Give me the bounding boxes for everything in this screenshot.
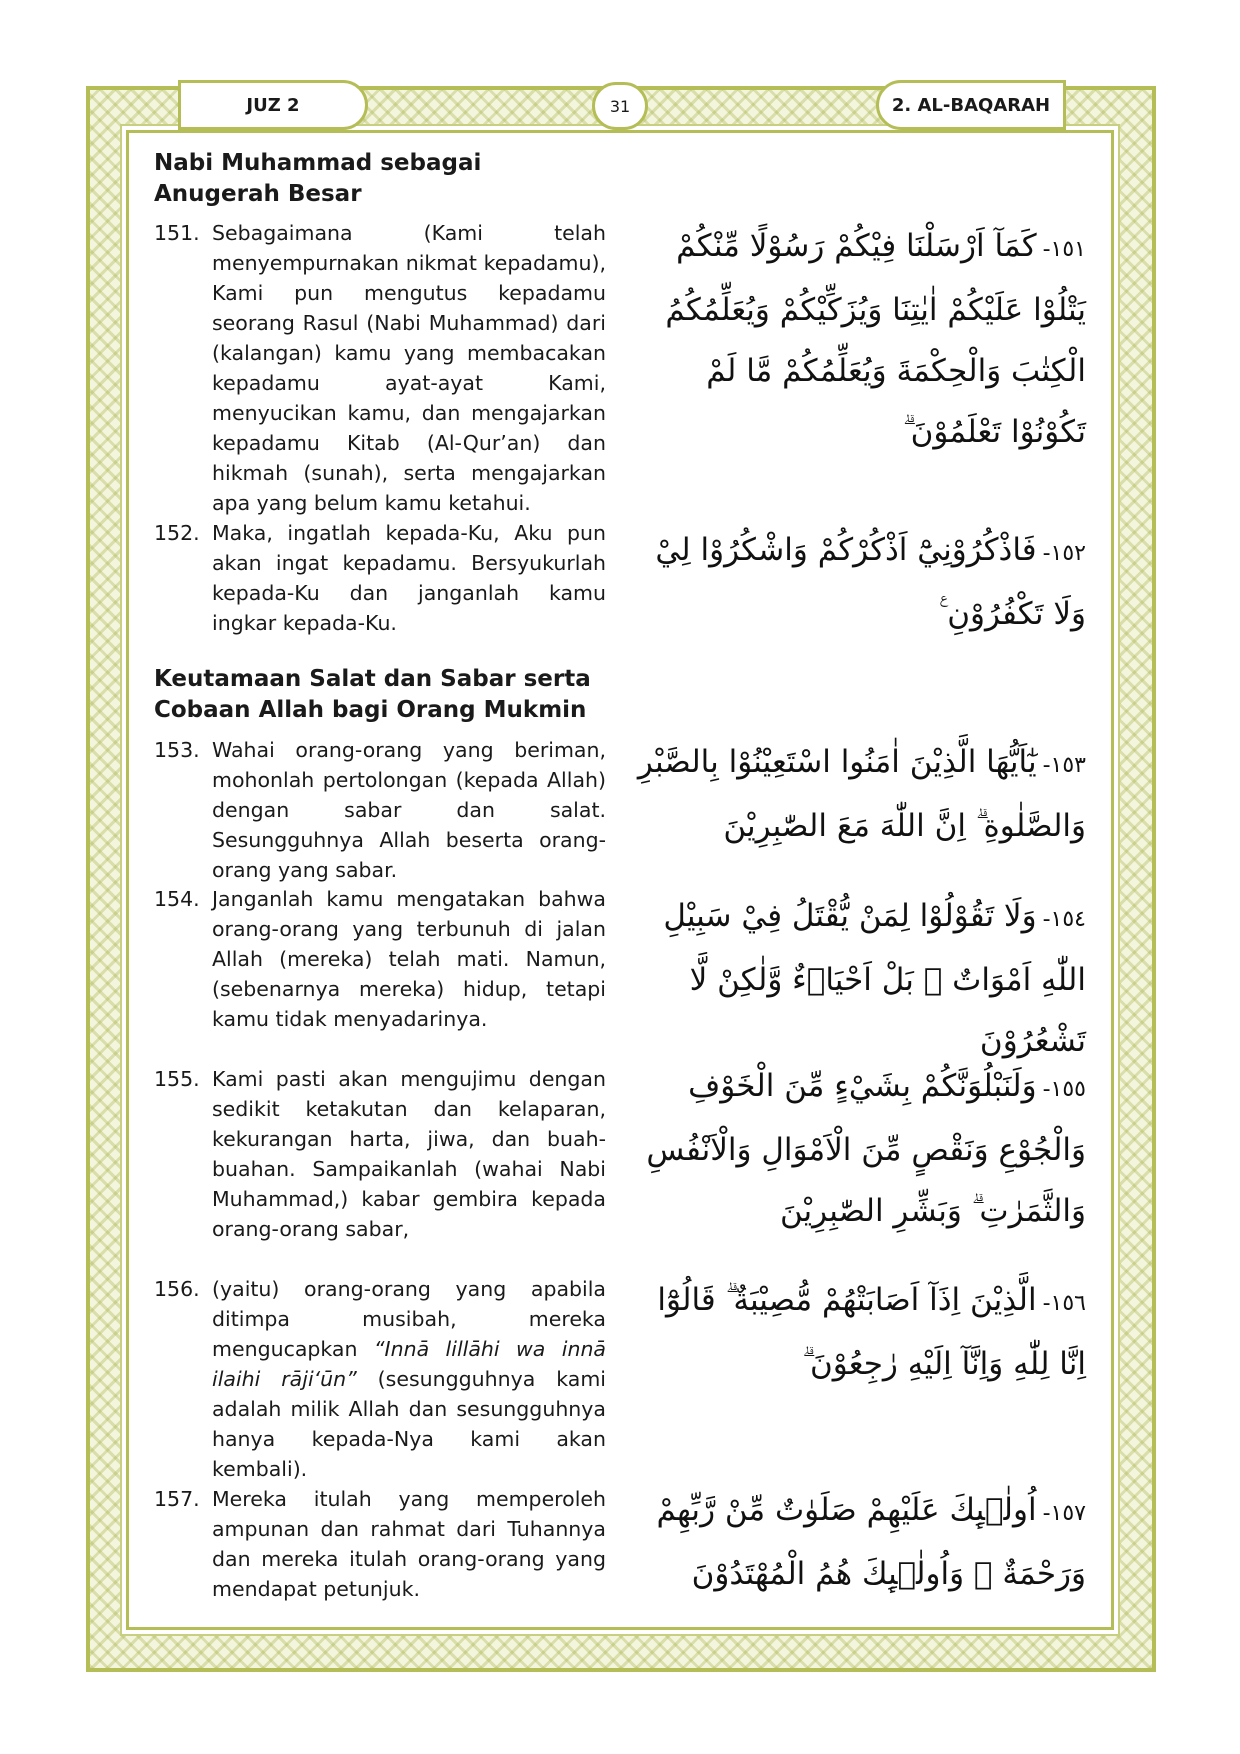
verse-translation-157: [154, 1484, 606, 1604]
verse-number: 157.: [154, 1487, 200, 1511]
verse-number: 152.: [154, 521, 200, 545]
verse-text: Maka, ingatlah kepada-Ku, Aku pun akan ingat kepadamu. Bersyukurlah kepada-Ku dan janganlah kamu ingkar kepada-Ku.: [212, 521, 606, 635]
arabic-verse-number: ١٥٤-: [1042, 907, 1086, 932]
arabic-verse-number: ١٥٥-: [1042, 1077, 1086, 1102]
arabic-verse-152: [636, 520, 1086, 645]
section-title: Keutamaan Salat dan Sabar serta Cobaan Allah bagi Orang Mukmin: [154, 666, 591, 723]
arabic-verse-number: ١٥٦-: [1042, 1291, 1086, 1316]
verse-text: Kami pasti akan mengujimu dengan sedikit ketakutan dan kelaparan, kekurangan harta, jiwa, dan buah-buahan. Sampaikanlah (wahai Nabi Muhammad,) kabar gembira kepada orang-orang sabar,: [212, 1067, 606, 1241]
verse-text-italic: “Innā lillāhi wa innā ilaihi rāji‘ūn”: [212, 1337, 606, 1391]
arabic-verse-number: ١٥٧-: [1042, 1501, 1086, 1526]
arabic-text: الَّذِيْنَ اِذَآ اَصَابَتْهُمْ مُّصِيْبَةٌ ۗ قَالُوْٓا اِنَّا لِلّٰهِ وَاِنَّآ اِلَيْهِ رٰجِعُوْنَ ۗ: [657, 1282, 1086, 1382]
section-title: Nabi Muhammad sebagai Anugerah Besar: [154, 150, 482, 207]
verse-translation-151: [154, 218, 606, 518]
verse-translation-152: [154, 518, 606, 638]
arabic-verse-156: [636, 1270, 1086, 1395]
arabic-text: وَلَنَبْلُوَنَّكُمْ بِشَيْءٍ مِّنَ الْخَوْفِ وَالْجُوْعِ وَنَقْصٍ مِّنَ الْاَمْوَالِ وَالْاَنْفُسِ وَالثَّمَرٰتِ ۗ وَبَشِّرِ الصّٰبِرِيْنَ: [646, 1068, 1086, 1229]
arabic-verse-number: ١٥٣-: [1042, 753, 1086, 778]
verse-number: 151.: [154, 221, 200, 245]
arabic-text: وَلَا تَقُوْلُوْا لِمَنْ يُّقْتَلُ فِيْ سَبِيْلِ اللّٰهِ اَمْوَاتٌ ۗ بَلْ اَحْيَاۤءٌ وَّلٰكِنْ لَّا تَشْعُرُوْنَ: [663, 898, 1086, 1059]
arabic-verse-154: [636, 886, 1086, 1072]
verse-text: Janganlah kamu mengatakan bahwa orang-orang yang terbunuh di jalan Allah (mereka) telah mati. Namun, (sebenarnya mereka) hidup, tetapi kamu tidak menyadarinya.: [212, 887, 606, 1031]
juz-label: JUZ 2: [178, 80, 368, 130]
arabic-verse-157: [636, 1480, 1086, 1605]
verse-text-part: (sesungguhnya kami adalah milik Allah dan sesungguhnya hanya kepada-Nya kami akan kembali).: [212, 1367, 606, 1481]
surah-label: 2. AL-BAQARAH: [876, 80, 1066, 130]
arabic-verse-number: ١٥١-: [1042, 237, 1086, 262]
verse-number: 155.: [154, 1067, 200, 1091]
verse-text: Mereka itulah yang memperoleh ampunan dan rahmat dari Tuhannya dan mereka itulah orang-orang yang mendapat petunjuk.: [212, 1487, 606, 1601]
verse-translation-155: [154, 1064, 606, 1244]
verse-text: [212, 1274, 606, 1484]
verse-translation-153: [154, 735, 606, 885]
page-number: 31: [592, 82, 648, 130]
arabic-text: فَاذْكُرُوْنِيْٓ اَذْكُرْكُمْ وَاشْكُرُوْا لِيْ وَلَا تَكْفُرُوْنِ ࣖ: [655, 532, 1086, 632]
verse-number: 156.: [154, 1277, 200, 1301]
arabic-text: اُولٰۤىِٕكَ عَلَيْهِمْ صَلَوٰتٌ مِّنْ رَّبِّهِمْ وَرَحْمَةٌ ۗ وَاُولٰۤىِٕكَ هُمُ الْمُهْتَدُوْنَ: [656, 1492, 1086, 1592]
verse-text-part: (yaitu) orang-orang yang apabila ditimpa musibah, mereka mengucapkan: [212, 1277, 606, 1361]
verse-text: Sebagaimana (Kami telah menyempurnakan nikmat kepadamu), Kami pun mengutus kepadamu seorang Rasul (Nabi Muhammad) dari (kalangan) kamu yang membacakan kepadamu ayat-ayat Kami, menyucikan kamu, dan mengajarkan kepadamu Kitab (Al-Qur’an) dan hikmah (sunah), serta mengajarkan apa yang belum kamu ketahui.: [212, 221, 606, 515]
arabic-verse-155: [636, 1056, 1086, 1242]
verse-text: Wahai orang-orang yang beriman, mohonlah pertolongan (kepada Allah) dengan sabar dan salat. Sesungguhnya Allah beserta orang-orang yang sabar.: [212, 738, 606, 882]
arabic-verse-number: ١٥٢-: [1042, 541, 1086, 566]
verse-translation-154: [154, 884, 606, 1034]
verse-translation-156: [154, 1274, 606, 1484]
arabic-verse-153: [636, 732, 1086, 857]
verse-number: 154.: [154, 887, 200, 911]
arabic-text: كَمَآ اَرْسَلْنَا فِيْكُمْ رَسُوْلًا مِّنْكُمْ يَتْلُوْا عَلَيْكُمْ اٰيٰتِنَا وَيُزَكِّيْكُمْ وَيُعَلِّمُكُمُ الْكِتٰبَ وَالْحِكْمَةَ وَيُعَلِّمُكُمْ مَّا لَمْ تَكُوْنُوْا تَعْلَمُوْنَ ۗ: [665, 228, 1086, 450]
arabic-text: يٰٓاَيُّهَا الَّذِيْنَ اٰمَنُوا اسْتَعِيْنُوْا بِالصَّبْرِ وَالصَّلٰوةِ ۗ اِنَّ اللّٰهَ مَعَ الصّٰبِرِيْنَ: [637, 744, 1086, 844]
verse-number: 153.: [154, 738, 200, 762]
arabic-verse-151: [636, 216, 1086, 463]
